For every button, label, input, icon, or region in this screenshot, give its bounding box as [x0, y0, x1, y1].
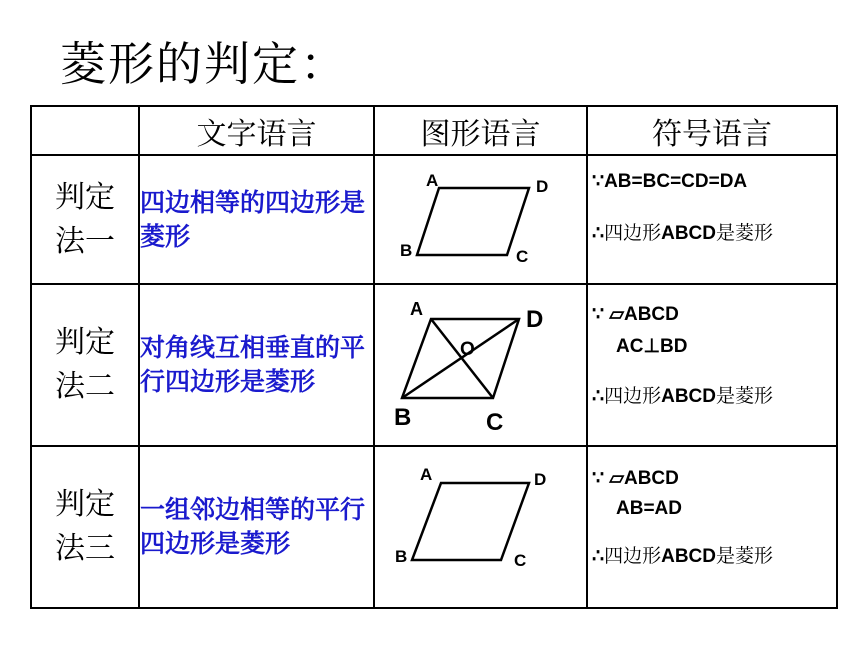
- given-statement: ∵ ▱ABCD: [592, 468, 679, 489]
- conclusion-statement: [592, 541, 773, 568]
- vertex-label: D: [526, 306, 544, 333]
- text-language-cell: 四边相等的四边形是菱形: [139, 155, 374, 284]
- table-row: [31, 155, 837, 284]
- rhombus-shape: [417, 188, 529, 255]
- figure-cell: [374, 284, 587, 446]
- vertex-label: C: [516, 247, 529, 266]
- method-line: 法二: [55, 369, 115, 404]
- conclusion-prefix: 四边形: [604, 545, 662, 567]
- conclusion-suffix: 是菱形: [716, 385, 774, 407]
- page-title: 菱形的判定：: [60, 37, 348, 91]
- method-line: 法一: [55, 223, 115, 259]
- vertex-label: C: [514, 551, 527, 570]
- conclusion-suffix: 是菱形: [716, 545, 774, 567]
- text-language-cell: 一组邻边相等的平行四边形是菱形: [139, 446, 374, 608]
- given-statement: ∵AB=BC=CD=DA: [592, 171, 748, 192]
- vertex-label: A: [426, 171, 439, 190]
- header-text-language: 文字语言: [139, 106, 374, 155]
- therefore-mark: ∴: [592, 546, 605, 567]
- rhombus-shape: [412, 483, 529, 560]
- conclusion-name: ABCD: [661, 546, 716, 567]
- given-statement-2: AB=AD: [616, 498, 682, 519]
- figure-cell: [374, 155, 587, 284]
- center-label: O: [460, 339, 475, 360]
- table-row: [31, 446, 837, 608]
- header-empty: [31, 106, 139, 155]
- therefore-mark: ∴: [592, 223, 605, 244]
- rhombus-diagram: [376, 156, 585, 279]
- method-cell: [31, 155, 139, 284]
- vertex-label: B: [400, 241, 413, 260]
- symbol-language-cell: [587, 284, 837, 446]
- vertex-label: D: [536, 177, 549, 196]
- method-line: 判定: [55, 179, 115, 215]
- header-figure-language: 图形语言: [374, 106, 587, 155]
- therefore-mark: ∴: [592, 386, 605, 407]
- conclusion-prefix: 四边形: [604, 222, 662, 244]
- vertex-label: D: [534, 470, 547, 489]
- vertex-label: A: [410, 299, 423, 319]
- header-symbol-language: 符号语言: [587, 106, 837, 155]
- symbol-language-cell: [587, 446, 837, 608]
- method-line: 判定: [55, 487, 115, 522]
- conclusion-prefix: 四边形: [604, 385, 662, 407]
- given-statement-2: AC⊥BD: [616, 336, 688, 357]
- figure-cell: [374, 446, 587, 608]
- header-row: [31, 106, 837, 155]
- vertex-label: B: [395, 547, 408, 566]
- method-cell: [31, 446, 139, 608]
- method-cell: [31, 284, 139, 446]
- given-statement: ∵ ▱ABCD: [592, 304, 679, 325]
- vertex-label: A: [420, 465, 433, 484]
- text-language-cell: 对角线互相垂直的平行四边形是菱形: [139, 284, 374, 446]
- conclusion-name: ABCD: [661, 223, 716, 244]
- conclusion-suffix: 是菱形: [716, 222, 774, 244]
- method-line: 法三: [55, 531, 115, 566]
- rhombus-diagram: [376, 447, 585, 603]
- symbol-language-cell: [587, 155, 837, 284]
- rhombus-diagram: [376, 285, 585, 441]
- conclusion-statement: [592, 381, 773, 408]
- vertex-label: C: [486, 409, 504, 436]
- conclusion-statement: [592, 218, 773, 245]
- conclusion-name: ABCD: [661, 386, 716, 407]
- vertex-label: B: [394, 404, 412, 431]
- table-row: [31, 284, 837, 446]
- criteria-table: [30, 105, 838, 609]
- method-line: 判定: [55, 325, 115, 360]
